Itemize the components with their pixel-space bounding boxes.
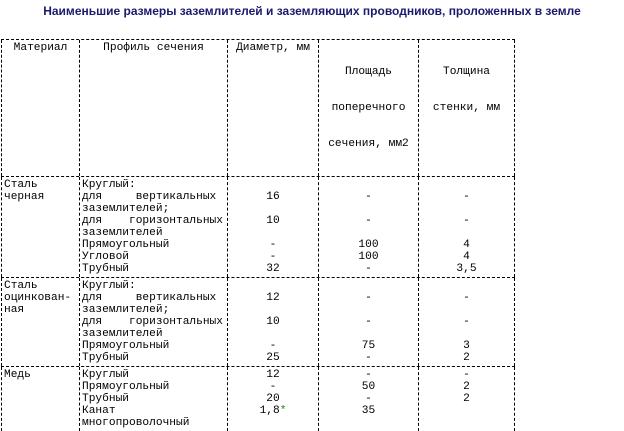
material-cell: Сталь черная	[1, 177, 79, 277]
header-diameter: Диаметр, мм	[227, 40, 318, 176]
diameter-cell: 12 - 20 1,8*	[227, 367, 318, 431]
area-cell: - - 75 -	[318, 278, 418, 366]
header-thickness: Толщина стенки, мм	[418, 40, 515, 176]
diameter-cell: 16 10 - - 32	[227, 177, 318, 277]
thickness-cell: - 2 2	[418, 367, 515, 431]
thickness-cell: - - 4 4 3,5	[418, 177, 515, 277]
table-row	[1, 278, 515, 367]
table-header-row	[1, 39, 515, 177]
diameter-value: 1,8*	[259, 405, 287, 417]
material-cell: Медь	[1, 367, 79, 431]
header-material: Материал	[1, 40, 79, 176]
profile-cell: Круглый: для вертикальных заземлителей; для горизонтальных заземлителей Прямоугольный Трубный	[79, 278, 227, 366]
dimensions-table	[1, 39, 515, 431]
header-profile: Профиль сечения	[79, 40, 227, 176]
page-title: Наименьшие размеры заземлителей и заземляющих проводников, проложенных в земле	[43, 4, 581, 18]
area-cell: - - 100 100 -	[318, 177, 418, 277]
table-row	[1, 367, 515, 431]
header-area: Площадь поперечного сечения, мм2	[318, 40, 418, 176]
thickness-cell: - - 3 2	[418, 278, 515, 366]
diameter-cell: 12 10 - 25	[227, 278, 318, 366]
area-cell: - 50 - 35	[318, 367, 418, 431]
profile-cell: Круглый: для вертикальных заземлителей; для горизонтальных заземлителей Прямоугольный Угловой Трубный	[79, 177, 227, 277]
table-row	[1, 177, 515, 278]
material-cell: Сталь оцинкован- ная	[1, 278, 79, 366]
profile-cell: Круглый Прямоугольный Трубный Канат многопроволочный	[79, 367, 227, 431]
footnote-mark[interactable]: *	[279, 405, 287, 417]
